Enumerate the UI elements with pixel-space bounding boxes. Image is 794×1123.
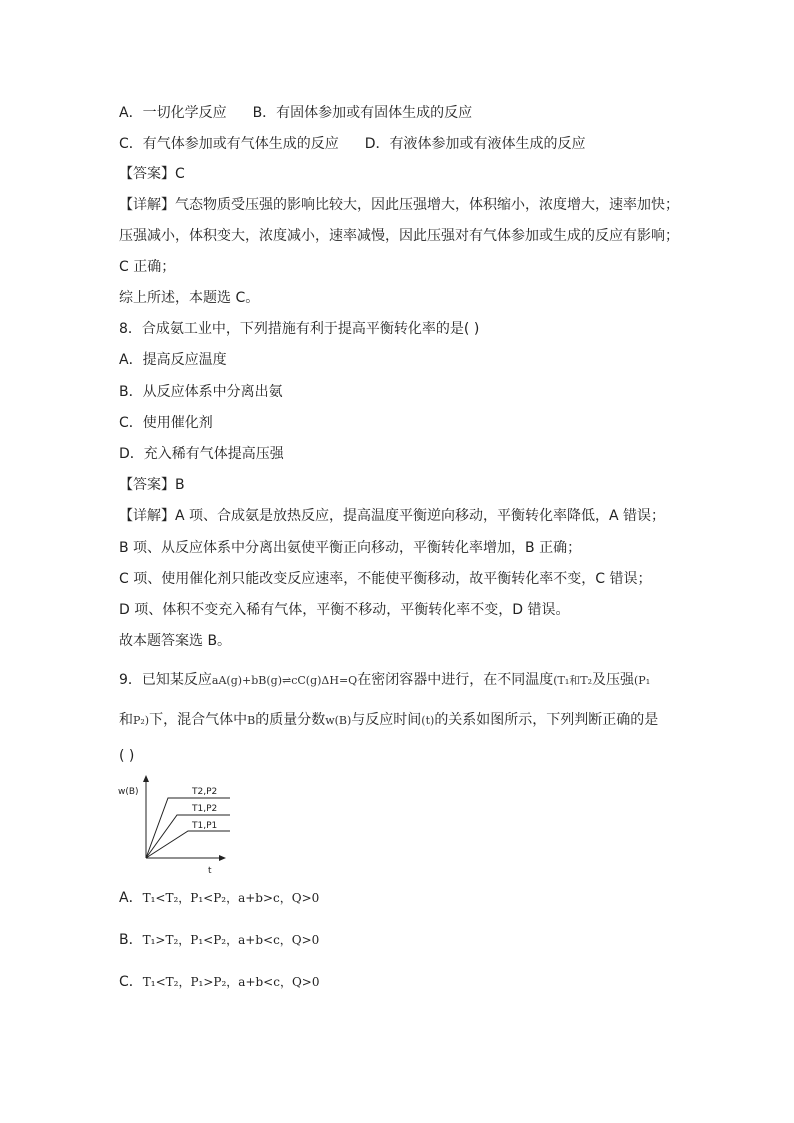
q9-option-c [119, 972, 319, 992]
q8-explanation-3: C 项、使用催化剂只能改变反应速率，不能使平衡移动，故平衡转化率不变，C 错误； [119, 571, 652, 587]
label-t1-p1: T1,P1 [192, 821, 218, 831]
q9-option-b-label: B． [119, 932, 143, 948]
q8-option-d: D．充入稀有气体提高压强 [119, 446, 284, 462]
q9-reaction-equation: aA(g)+bB(g)⇌cC(g)ΔH=Q [211, 674, 358, 687]
q7-options-row-1 [119, 103, 472, 123]
q8-stem: 8．合成氨工业中，下列措施有利于提高平衡转化率的是( ) [119, 321, 480, 337]
q7-option-a: A．一切化学反应 [119, 105, 227, 121]
q8-explanation-2: B 项、从反应体系中分离出氨使平衡正向移动，平衡转化率增加，B 正确； [119, 540, 582, 556]
q9-pressure-p2: P₂) [133, 714, 150, 727]
label-t1-p2: T1,P2 [192, 804, 218, 814]
q9-option-a-label: A． [119, 890, 143, 906]
q8-option-c: C．使用催化剂 [119, 415, 213, 431]
q8-option-b: B．从反应体系中分离出氨 [119, 384, 283, 400]
q9-option-c-text: T₁<T₂，P₁>P₂，a+b<c，Q>0 [142, 975, 320, 989]
q8-explanation-1: 【详解】A 项、合成氨是放热反应，提高温度平衡逆向移动，平衡转化率降低，A 错误； [119, 508, 666, 524]
y-axis-label: w(B) [118, 787, 139, 797]
label-t2-p2: T2,P2 [192, 787, 218, 797]
q7-answer: 【答案】C [119, 166, 185, 182]
q9-stem-end: 的关系如图所示，下列判断正确的是 [434, 712, 659, 728]
q9-temperatures: (T₁和T₂ [553, 674, 593, 687]
q9-stem-mid-2: 及压强 [592, 672, 635, 688]
q9-option-a-text: T₁<T₂，P₁<P₂，a+b>c，Q>0 [142, 891, 320, 905]
q8-option-a: A．提高反应温度 [119, 352, 227, 368]
q7-option-c: C．有气体参加或有气体生成的反应 [119, 136, 339, 152]
curve-t1-p2 [146, 815, 230, 858]
q9-mass-fraction: w(B) [325, 714, 352, 727]
x-axis-label: t [208, 866, 212, 876]
q9-stem-line-2 [119, 710, 658, 731]
q7-options-row-2 [119, 134, 586, 154]
x-axis-arrow [219, 855, 226, 861]
q8-summary: 故本题答案选 B。 [119, 633, 232, 649]
q9-graph [116, 774, 232, 880]
q9-pressure-p1: (P₁ [634, 674, 651, 687]
q7-summary: 综上所述，本题选 C。 [119, 290, 260, 306]
curve-t2-p2 [146, 798, 230, 858]
q7-explanation-2: 压强减小，体积变大，浓度减小，速率减慢，因此压强对有气体参加或生成的反应有影响； [119, 228, 679, 244]
q9-stem-mid-3: 下，混合气体中 [149, 712, 248, 728]
q9-stem-prefix: 9．已知某反应 [119, 672, 212, 688]
q7-option-d: D．有液体参加或有液体生成的反应 [364, 136, 586, 152]
q9-and: 和 [119, 712, 133, 728]
q9-stem-mid-4: 的质量分数 [255, 712, 326, 728]
q9-species-b: B [247, 714, 256, 727]
q9-time-variable: (t) [421, 714, 435, 727]
curve-t1-p1 [146, 831, 230, 858]
q9-stem-mid-1: 在密闭容器中进行，在不同温度 [357, 672, 554, 688]
y-axis-arrow [143, 775, 149, 782]
q7-explanation-3: C 正确； [119, 259, 176, 275]
q8-answer: 【答案】B [119, 477, 185, 493]
q9-option-b-text: T₁>T₂，P₁<P₂，a+b<c，Q>0 [142, 933, 320, 947]
q7-option-b: B．有固体参加或有固体生成的反应 [252, 105, 473, 121]
q8-explanation-4: D 项、体积不变充入稀有气体，平衡不移动，平衡转化率不变，D 错误。 [119, 602, 570, 618]
q9-stem-line-1 [119, 670, 650, 691]
q9-answer-blank: ( ) [119, 748, 135, 764]
q9-option-c-label: C． [119, 974, 143, 990]
q9-option-b [119, 930, 319, 950]
q9-option-a [119, 888, 319, 908]
q7-explanation-1: 【详解】气态物质受压强的影响比较大，因此压强增大，体积缩小，浓度增大，速率加快； [119, 197, 679, 213]
q9-stem-mid-5: 与反应时间 [351, 712, 422, 728]
